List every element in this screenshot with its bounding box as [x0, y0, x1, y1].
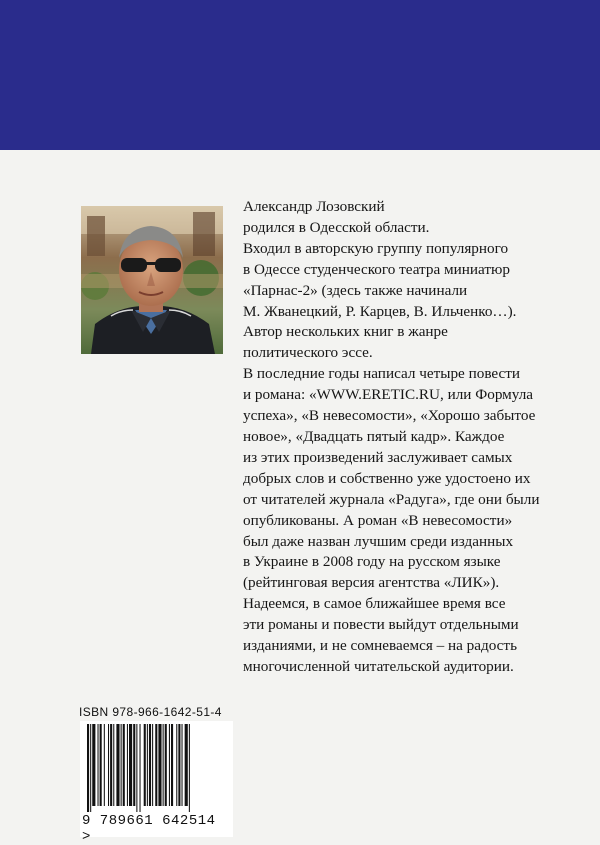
bio-line: многочисленной читательской аудитории.: [243, 657, 514, 675]
barcode-bars-icon: [87, 724, 227, 812]
author-portrait-icon: [81, 206, 223, 354]
bio-line: политического эссе.: [243, 344, 373, 362]
bio-line: Надеемся, в самое ближайшее время все: [243, 595, 506, 613]
bio-line: Входил в авторскую группу популярного: [243, 239, 509, 257]
bio-line: в Украине в 2008 году на русском языке: [243, 553, 501, 571]
bio-line: родился в Одесской области.: [243, 218, 430, 236]
bio-line: в Одессе студенческого театра миниатюр: [243, 260, 510, 278]
barcode-digits: 9 789661 642514 >: [82, 813, 216, 845]
bio-line: был даже назван лучшим среди изданных: [243, 532, 514, 550]
author-bio: [243, 197, 593, 678]
bio-line: изданиями, и не сомневаемся – на радость: [243, 637, 517, 655]
bio-line: успеха», «В невесомости», «Хорошо забытое: [243, 407, 536, 425]
bio-line: эти романы и повести выйдут отдельными: [243, 616, 519, 634]
bio-line: новое», «Двадцать пятый кадр». Каждое: [243, 427, 505, 445]
bio-line: Автор нескольких книг в жанре: [243, 323, 448, 341]
isbn-label: ISBN 978-966-1642-51-4: [79, 705, 222, 719]
bio-line: опубликованы. А роман «В невесомости»: [243, 511, 513, 529]
bio-line: В последние годы написал четыре повести: [243, 365, 521, 383]
bio-line: добрых слов и собственно уже удостоено их: [243, 469, 531, 487]
bio-line: (рейтинговая версия агентства «ЛИК»).: [243, 574, 500, 592]
barcode: [80, 721, 233, 845]
bio-line: «Парнас-2» (здесь также начинали: [243, 281, 468, 299]
bio-line: Александр Лозовский: [243, 198, 385, 215]
bio-line: от читателей журнала «Радуга», где они были: [243, 490, 540, 508]
top-color-band: [0, 0, 600, 150]
bio-line: М. Жванецкий, Р. Карцев, В. Ильченко…).: [243, 302, 517, 320]
bio-line: из этих произведений заслуживает самых: [243, 448, 513, 466]
bio-line: и романа: «WWW.ERETIC.RU, или Формула: [243, 386, 534, 404]
author-photo: [81, 206, 223, 354]
